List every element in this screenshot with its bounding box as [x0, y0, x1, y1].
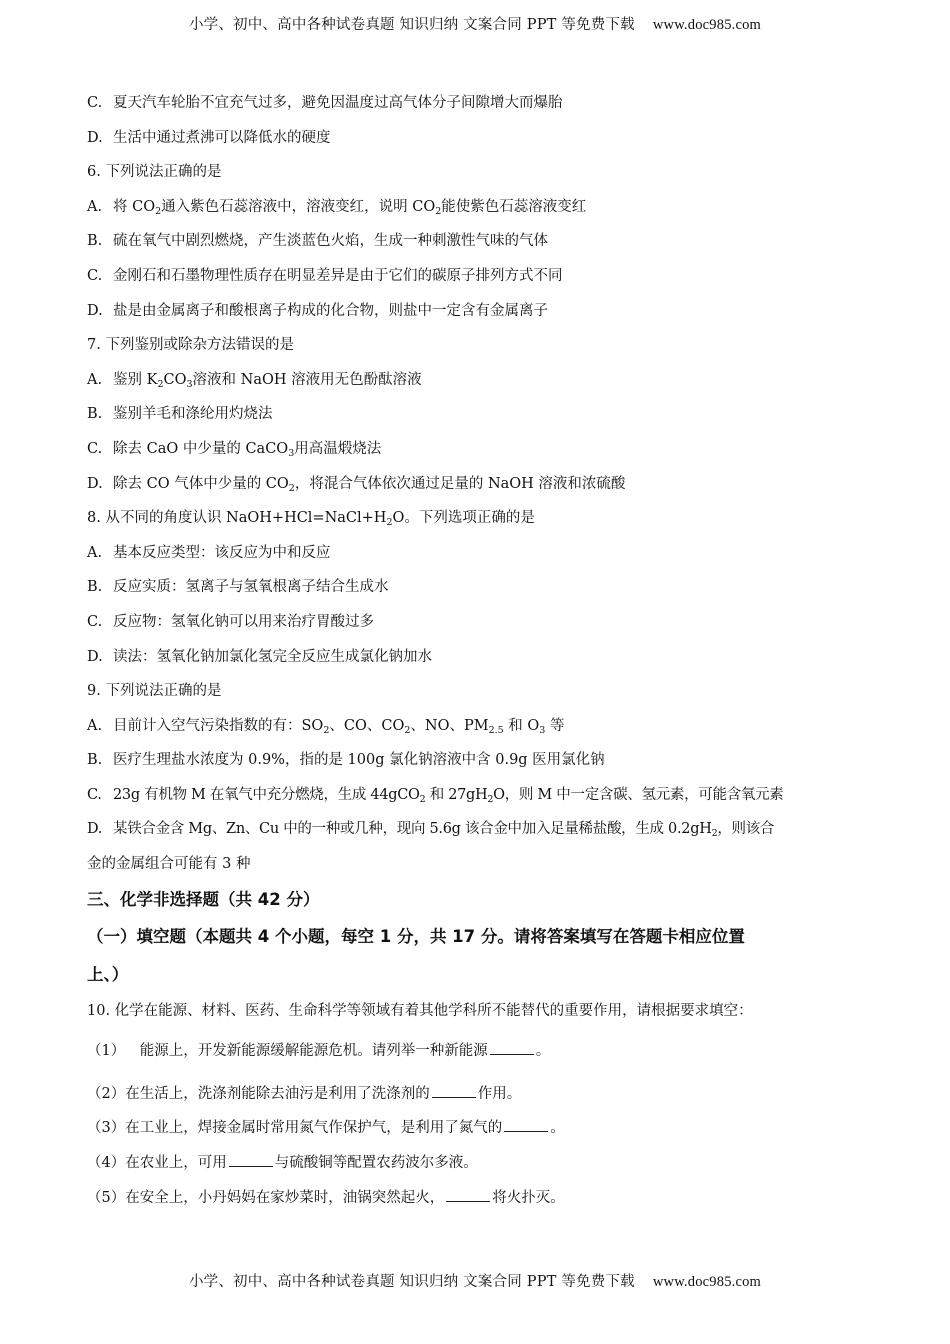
- part-1-title-continued: 上、）: [87, 964, 129, 984]
- q10-item-4: （4）在农业上，可用 与硫酸铜等配置农药波尔多液。: [87, 1155, 478, 1172]
- q8-stem: 8. 从不同的角度认识 $NaOH+HCl=NaCl+H_2O$。下列选项正确的是: [87, 510, 535, 529]
- q7-option-a: A. 鉴别 $K_2CO_3$溶液和 NaOH 溶液用无色酚酞溶液: [87, 371, 422, 390]
- q10-stem: 10. 化学在能源、材料、医药、生命科学等领域有着其他学科所不能替代的重要作用，请根据要求填空：: [87, 1002, 753, 1019]
- q7-option-b: B. 鉴别羊毛和涤纶用灼烧法: [87, 406, 273, 423]
- answer-blank[interactable]: [490, 1042, 534, 1055]
- answer-blank[interactable]: [446, 1189, 490, 1202]
- q10-item-5: （5）在安全上，小丹妈妈在家炒菜时，油锅突然起火， 将火扑灭。: [87, 1189, 565, 1206]
- q9-option-c: C. 23g 有机物 M 在氧气中充分燃烧，生成 44gCO$_2$ 和 $27gH_2O$，则 M 中一定含碳、氢元素，可能含氧元素: [87, 786, 784, 805]
- q10-item-2: （2）在生活上，洗涤剂能除去油污是利用了洗涤剂的 作用。: [87, 1085, 522, 1102]
- answer-blank[interactable]: [229, 1154, 273, 1167]
- exam-content: [87, 86, 867, 1215]
- part-1-title: （一）填空题（本题共 4 个小题，每空 1 分，共 17 分。请将答案填写在答题卡相应位置: [87, 926, 745, 946]
- q6-option-b: B. 硫在氧气中剧烈燃烧，产生淡蓝色火焰，生成一种刺激性气味的气体: [87, 233, 548, 250]
- q9-option-d: D. 某铁合金含 Mg、Zn、Cu 中的一种或几种，现向 5.6g 该合金中加入足量稀盐酸，生成 $0.2gH_2$，则该合: [87, 821, 775, 840]
- answer-blank[interactable]: [504, 1119, 548, 1132]
- footer-url[interactable]: www.doc985.com: [652, 1274, 762, 1290]
- q6-option-d: D. 盐是由金属离子和酸根离子构成的化合物，则盐中一定含有金属离子: [87, 302, 548, 319]
- page-header: [0, 13, 950, 34]
- q5-option-d: D. 生活中通过煮沸可以降低水的硬度: [87, 129, 331, 146]
- q8-option-c: C. 反应物：氢氧化钠可以用来治疗胃酸过多: [87, 613, 374, 630]
- q8-option-d: D. 读法：氢氧化钠加氯化氢完全反应生成氯化钠加水: [87, 648, 432, 665]
- q6-option-c: C. 金刚石和石墨物理性质存在明显差异是由于它们的碳原子排列方式不同: [87, 267, 563, 284]
- page-footer: [0, 1270, 950, 1291]
- q7-stem: 7. 下列鉴别或除杂方法错误的是: [87, 337, 294, 354]
- answer-blank[interactable]: [432, 1085, 476, 1098]
- q9-option-a: A. 目前计入空气污染指数的有：$SO_2$、CO、$CO_2$、NO、$PM_{2.5}$ 和 $O_3$ 等: [87, 717, 565, 736]
- q9-option-d-continued: 金的金属组合可能有 3 种: [87, 856, 251, 873]
- header-text: 小学、初中、高中各种试卷真题 知识归纳 文案合同 PPT 等免费下载: [188, 17, 635, 33]
- q10-item-3: （3）在工业上，焊接金属时常用氮气作保护气，是利用了氮气的 。: [87, 1120, 565, 1137]
- q8-option-b: B. 反应实质：氢离子与氢氧根离子结合生成水: [87, 579, 389, 596]
- header-url[interactable]: www.doc985.com: [652, 17, 762, 33]
- q6-stem: 6. 下列说法正确的是: [87, 164, 222, 181]
- q7-option-c: C. 除去 CaO 中少量的 CaCO$_3$用高温煅烧法: [87, 440, 382, 459]
- q6-option-a: A. 将 $CO_2$通入紫色石蕊溶液中，溶液变红，说明 $CO_2$能使紫色石蕊溶液变红: [87, 198, 587, 217]
- q5-option-c: C. 夏天汽车轮胎不宜充气过多，避免因温度过高气体分子间隙增大而爆胎: [87, 95, 563, 111]
- q10-item-1: （1） 能源上，开发新能源缓解能源危机。请列举一种新能源 。: [87, 1043, 551, 1060]
- q8-option-a: A. 基本反应类型：该反应为中和反应: [87, 544, 331, 561]
- q7-option-d: D. 除去 CO 气体中少量的 $CO_2$，将混合气体依次通过足量的 NaOH 溶液和浓硫酸: [87, 475, 626, 494]
- q9-stem: 9. 下列说法正确的是: [87, 683, 222, 700]
- q9-option-b: B. 医疗生理盐水浓度为 0.9%，指的是 100g 氯化钠溶液中含 0.9g 医用氯化钠: [87, 752, 605, 769]
- section-3-title: 三、化学非选择题（共 42 分）: [87, 889, 320, 909]
- footer-text: 小学、初中、高中各种试卷真题 知识归纳 文案合同 PPT 等免费下载: [188, 1274, 635, 1290]
